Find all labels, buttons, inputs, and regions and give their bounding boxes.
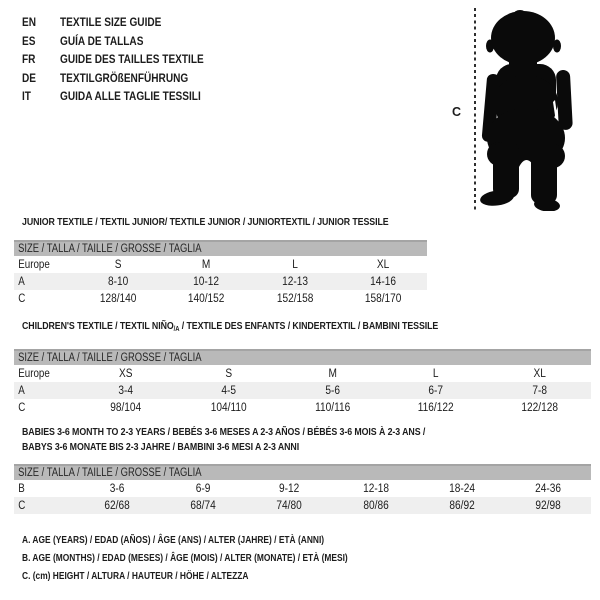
table-row-age-months [14,480,591,497]
height-cell: 86/92 [449,499,475,512]
size-cell: S [225,367,233,380]
age-cell: 7-8 [532,384,547,397]
age-cell: 18-24 [448,482,475,495]
table-row-age [14,382,591,399]
size-cell: M [202,258,211,271]
height-cell: 74/80 [276,499,303,512]
height-cell: 128/140 [99,292,137,305]
language-title: TEXTILE SIZE GUIDE [60,15,162,30]
size-cell: XS [118,367,133,380]
table-row-europe [14,365,591,382]
age-cell: 14-16 [369,275,396,288]
row-label: C [18,499,26,512]
height-cell: 80/86 [362,499,389,512]
age-cell: 3-4 [118,384,134,397]
row-label: Europe [18,367,50,380]
size-cell: XL [376,258,390,271]
height-measure-dashed-line [474,8,476,210]
language-code: DE [22,70,37,85]
height-cell: 98/104 [110,401,142,414]
age-cell: 8-10 [107,275,129,288]
language-code: IT [22,89,31,104]
table-row-age [14,273,427,290]
size-cell: L [433,367,439,380]
age-cell: 12-13 [281,275,308,288]
language-row [22,32,231,51]
age-cell: 10-12 [193,275,220,288]
table-row-height [14,290,427,307]
height-cell: 140/152 [188,292,225,305]
junior-size-table [14,240,427,307]
height-cell: 62/68 [104,499,130,512]
language-title: GUIDA ALLE TAGLIE TESSILI [60,89,201,104]
section-title-line2: BABYS 3-6 MONATE BIS 2-3 JAHRE / BAMBINI 3-6 MESI A 2-3 ANNI [22,441,300,453]
language-row [22,50,231,69]
language-title: GUÍA DE TALLAS [60,33,144,48]
row-label: C [18,292,26,305]
size-cell: L [291,258,298,271]
height-cell: 104/110 [211,401,248,414]
size-cell: S [114,258,122,271]
language-title: TEXTILGRÖßENFÜHRUNG [60,70,189,85]
row-label: C [18,401,26,414]
footnote-b: B. AGE (MONTHS) / EDAD (MESES) / ÂGE (MOIS) / ALTER (MONATE) / ETÀ (MESI) [22,553,348,564]
size-header-label: SIZE / TALLA / TAILLE / GRÖSSE / TAGLIA [18,467,202,479]
babies-size-table [14,464,591,514]
size-header-bar [14,240,427,256]
size-cell: M [328,367,337,380]
section-title-text: / TEXTILE DES ENFANTS / KINDERTEXTIL / BAMBINI TESSILE [179,320,439,332]
height-cell: 122/128 [521,401,558,414]
height-cell: 152/158 [276,292,313,305]
size-header-bar [14,464,591,480]
title-subscript: /A [173,326,180,333]
row-label: A [18,275,25,288]
table-row-height [14,399,591,416]
baby-silhouette-image [480,8,577,211]
age-cell: 3-6 [109,482,125,495]
height-cell: 116/122 [418,401,454,414]
table-row-height [14,497,591,514]
age-cell: 6-7 [428,384,444,397]
footnote-c: C. (cm) HEIGHT / ALTURA / HAUTEUR / HÖHE / ALTEZZA [22,571,249,582]
table-row-europe [14,256,427,273]
height-cell: 158/170 [364,292,402,305]
section-title-text: CHILDREN'S TEXTILE / TEXTIL NIÑO [22,320,174,332]
age-cell: 4-5 [221,384,237,397]
language-row [22,87,231,106]
size-header-label: SIZE / TALLA / TAILLE / GRÖSSE / TAGLIA [18,352,202,364]
age-cell: 9-12 [279,482,300,495]
footnote-a: A. AGE (YEARS) / EDAD (AÑOS) / ÂGE (ANS) / ALTER (JAHRE) / ETÀ (ANNI) [22,535,325,546]
height-cell: 110/116 [314,401,351,414]
age-cell: 6-9 [195,482,211,495]
language-code: ES [22,33,36,48]
language-row [22,69,231,88]
size-header-bar [14,349,591,365]
size-header-label: SIZE / TALLA / TAILLE / GRÖSSE / TAGLIA [18,243,202,255]
row-label: A [18,384,25,397]
language-code: FR [22,52,36,67]
measure-c-label: C [452,105,462,119]
row-label: Europe [18,258,50,271]
size-cell: XL [533,367,546,380]
language-list [22,13,231,106]
age-cell: 5-6 [325,384,340,397]
language-title: GUIDE DES TAILLES TEXTILE [60,52,204,67]
section-title-junior: JUNIOR TEXTILE / TEXTIL JUNIOR/ TEXTILE JUNIOR / JUNIORTEXTIL / JUNIOR TESSILE [22,216,389,228]
section-title-babies [22,425,502,455]
age-cell: 12-18 [362,482,389,495]
language-row [22,13,231,32]
age-cell: 24-36 [534,482,561,495]
language-code: EN [22,15,37,30]
section-title-line1: BABIES 3-6 MONTH TO 2-3 YEARS / BEBÉS 3-6 MESES A 2-3 AÑOS / BÉBÉS 3-6 MOIS À 2-3 ANS / [22,426,426,438]
children-size-table [14,349,591,416]
section-title-children [22,320,438,333]
footnotes [22,532,410,586]
height-cell: 92/98 [535,499,561,512]
row-label: B [18,482,25,495]
height-cell: 68/74 [190,499,216,512]
